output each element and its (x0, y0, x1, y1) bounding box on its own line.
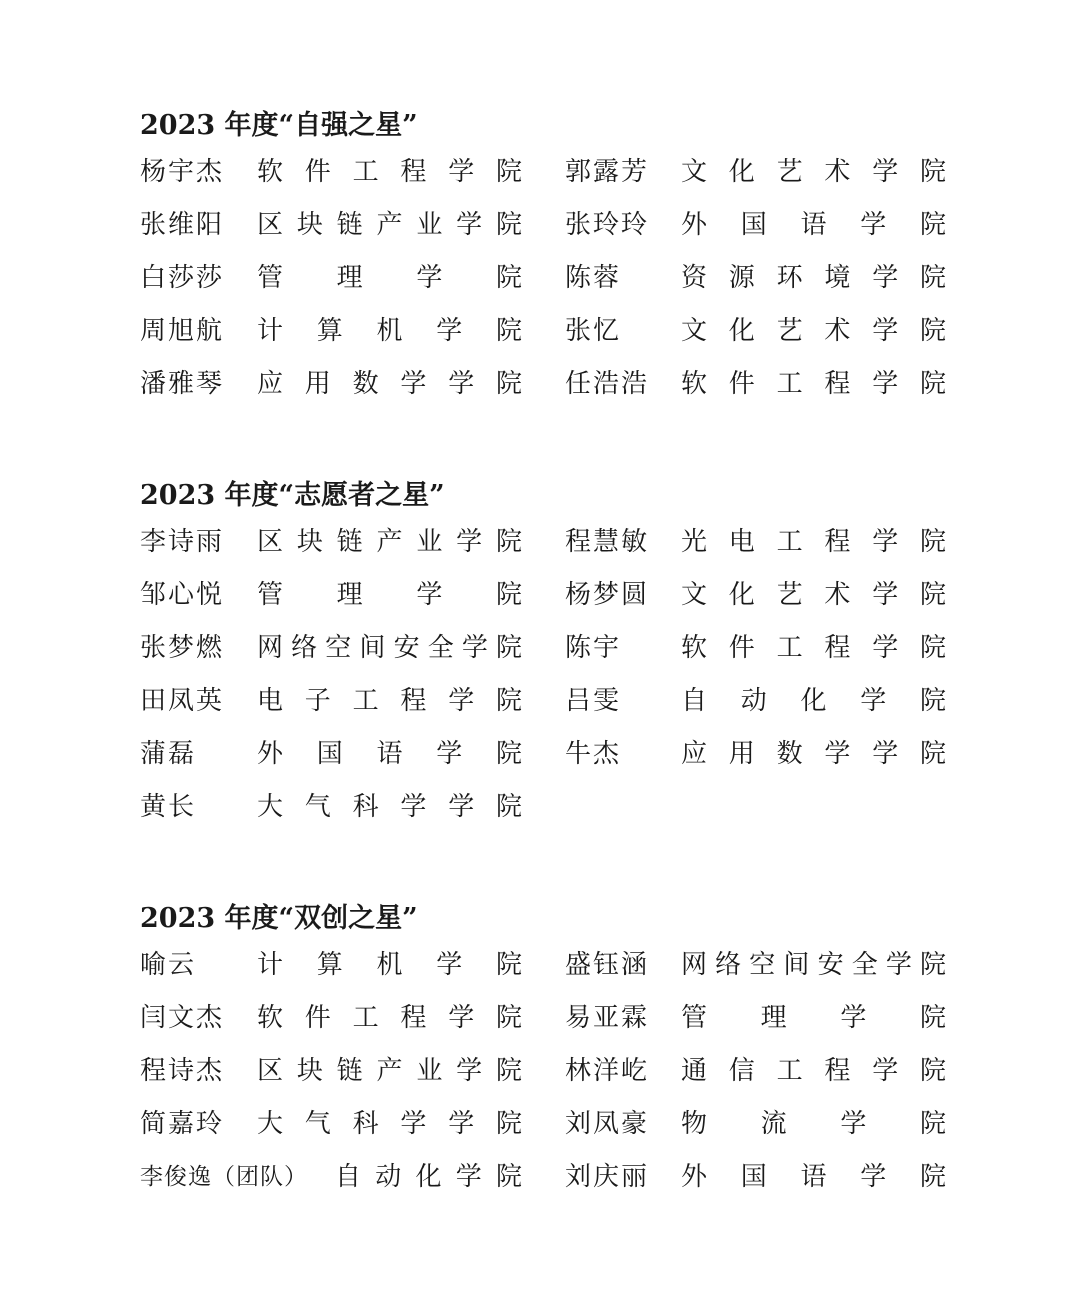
awardee-name: 周旭航 (140, 316, 225, 346)
awardee-college: 软 件 工 程 学 院 (257, 157, 522, 187)
awardee-row (140, 939, 950, 992)
awardee-college: 区 块 链 产 业 学 院 (257, 527, 522, 557)
awardee-name: 牛杰 (565, 739, 622, 769)
awardee-college: 计 算 机 学 院 (257, 950, 522, 980)
awardee-college: 文 化 艺 术 学 院 (681, 580, 946, 610)
awardee-row (140, 1098, 950, 1151)
awardee-college: 文 化 艺 术 学 院 (681, 316, 946, 346)
awardee-row (140, 252, 950, 305)
awardee-name: 李诗雨 (140, 527, 225, 557)
awardee-row (140, 569, 950, 622)
awardee-row (140, 781, 950, 834)
section-title: 2023 年度“自强之星” (140, 110, 418, 141)
awardee-row (140, 516, 950, 569)
awardee-name: 任浩浩 (565, 369, 650, 399)
awardee-college: 区 块 链 产 业 学 院 (257, 210, 522, 240)
awardee-name: 白莎莎 (140, 263, 225, 293)
awardee-list (140, 516, 950, 834)
awardee-name: 闫文杰 (140, 1003, 225, 1033)
awardee-college: 外 国 语 学 院 (681, 1162, 946, 1192)
awardee-row (140, 199, 950, 252)
awardee-name: 刘庆丽 (565, 1162, 650, 1192)
awardee-name: 张维阳 (140, 210, 225, 240)
awardee-list (140, 939, 950, 1204)
awardee-name: 盛钰涵 (565, 950, 650, 980)
awardee-college: 外 国 语 学 院 (257, 739, 522, 769)
awardee-row (140, 992, 950, 1045)
awardee-name: 陈宇 (565, 633, 622, 663)
awardee-college: 自 动 化 学 院 (335, 1162, 522, 1192)
awardee-college: 网 络 空 间 安 全 学 院 (257, 633, 522, 663)
awardee-row (140, 1045, 950, 1098)
awardee-college: 资 源 环 境 学 院 (681, 263, 946, 293)
section-volunteer-stars (140, 476, 950, 834)
awardee-name: 易亚霖 (565, 1003, 650, 1033)
awardee-college: 通 信 工 程 学 院 (681, 1056, 946, 1086)
awardee-college: 应 用 数 学 学 院 (681, 739, 946, 769)
awardee-row (140, 305, 950, 358)
awardee-college: 物 流 学 院 (681, 1109, 946, 1139)
awardee-name: 郭露芳 (565, 157, 650, 187)
awardee-college: 自 动 化 学 院 (681, 686, 946, 716)
awardee-college: 软 件 工 程 学 院 (257, 1003, 522, 1033)
awardee-row (140, 675, 950, 728)
awardee-college: 软 件 工 程 学 院 (681, 633, 946, 663)
awardee-name: 程诗杰 (140, 1056, 225, 1086)
awardee-college: 大 气 科 学 学 院 (257, 1109, 522, 1139)
awardee-row (140, 358, 950, 411)
awardee-row (140, 1151, 950, 1204)
awardee-name: 张玲玲 (565, 210, 650, 240)
awardee-name: 简嘉玲 (140, 1109, 225, 1139)
awardee-name: 喻云 (140, 950, 197, 980)
awardee-college: 光 电 工 程 学 院 (681, 527, 946, 557)
awardee-name: 杨宇杰 (140, 157, 225, 187)
awardee-college: 计 算 机 学 院 (257, 316, 522, 346)
awardee-name: 程慧敏 (565, 527, 650, 557)
awardee-name: 吕雯 (565, 686, 622, 716)
awardee-name: 蒲磊 (140, 739, 197, 769)
section-title: 2023 年度“志愿者之星” (140, 480, 445, 511)
awardee-name: 杨梦圆 (565, 580, 650, 610)
awardee-college: 外 国 语 学 院 (681, 210, 946, 240)
awardee-college: 电 子 工 程 学 院 (257, 686, 522, 716)
awardee-row (140, 146, 950, 199)
awardee-college: 大 气 科 学 学 院 (257, 792, 522, 822)
awardee-name: 刘凤豪 (565, 1109, 650, 1139)
awardee-college: 管 理 学 院 (257, 580, 522, 610)
awardee-name: 张梦燃 (140, 633, 225, 663)
awardee-name: 黄长 (140, 792, 197, 822)
awardee-list (140, 146, 950, 411)
awardee-name: 潘雅琴 (140, 369, 225, 399)
awardee-name: 田凤英 (140, 686, 225, 716)
awardee-name: 张忆 (565, 316, 622, 346)
section-self-improvement-stars (140, 106, 950, 411)
awardee-college: 管 理 学 院 (681, 1003, 946, 1033)
awardee-name: 邹心悦 (140, 580, 225, 610)
awardee-college: 软 件 工 程 学 院 (681, 369, 946, 399)
awardee-college: 管 理 学 院 (257, 263, 522, 293)
awardee-college: 区 块 链 产 业 学 院 (257, 1056, 522, 1086)
awardee-college: 应 用 数 学 学 院 (257, 369, 522, 399)
awardee-name: 林洋屹 (565, 1056, 650, 1086)
awardee-row (140, 728, 950, 781)
section-title: 2023 年度“双创之星” (140, 903, 418, 934)
awardee-name: 陈蓉 (565, 263, 622, 293)
awardee-name: 李俊逸（团队） (140, 1164, 308, 1190)
awardee-college: 文 化 艺 术 学 院 (681, 157, 946, 187)
awardee-row (140, 622, 950, 675)
section-innovation-stars (140, 899, 950, 1204)
awardee-college: 网 络 空 间 安 全 学 院 (681, 950, 946, 980)
